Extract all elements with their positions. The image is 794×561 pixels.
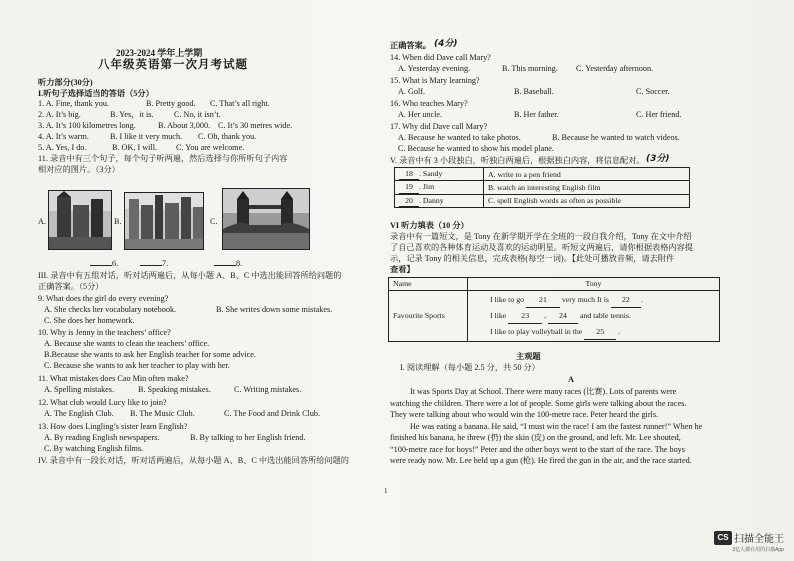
picture-a-photo bbox=[48, 190, 112, 250]
match-person-cell: 19 . Jim bbox=[395, 181, 484, 194]
q15-option-c: C. Soccer. bbox=[636, 87, 670, 96]
q12-option-b: B. The Music Club. bbox=[130, 409, 195, 418]
q11-question: 11. What mistakes does Cao Min often make? bbox=[38, 374, 189, 383]
passage-line: “100-metre race for boys!” Peter and the other boys went to the start of the race. The boys bbox=[390, 444, 685, 454]
blank-23[interactable]: 23 bbox=[508, 308, 542, 324]
tony-info-table bbox=[388, 277, 720, 342]
q10-option-c: C. Because she wants to ask her teacher to play with her. bbox=[44, 361, 230, 370]
q5-option-c: C. You are welcome. bbox=[176, 143, 245, 152]
section-4-continued: 正确答案。 bbox=[390, 41, 431, 50]
listening-part-heading: 听力部分(30分) bbox=[38, 78, 93, 87]
q16-option-b: B. Her father. bbox=[514, 110, 559, 119]
match-person-cell: 18 . Sandy bbox=[395, 168, 484, 181]
favourite-sports-label: Favourite Sports bbox=[389, 291, 468, 342]
passage-line: He was eating a banana. He said, “I must win the race! I am the fastest runner!” When he bbox=[410, 421, 703, 431]
match-option-cell: A. write to a pen friend bbox=[484, 168, 690, 181]
favourite-sports-content bbox=[468, 291, 720, 342]
q4-option-b: B. I like it very much. bbox=[110, 132, 183, 141]
q3-option-c: C. It’s 30 metres wide. bbox=[218, 121, 293, 130]
match-row bbox=[395, 168, 690, 181]
q9-question: 9. What does the girl do every evening? bbox=[38, 294, 169, 303]
q2-option-a: 2. A. It’s big. bbox=[38, 110, 81, 119]
passage-line: watching the children. There were a lot of people. Some girls were talking about the races. bbox=[390, 398, 687, 408]
q12-question: 12. What club would Lucy like to join? bbox=[38, 398, 167, 407]
picture-answer-7: 7. bbox=[140, 258, 168, 269]
subjective-heading: 主观题 bbox=[516, 352, 541, 361]
camscanner-logo-icon: CS bbox=[714, 531, 732, 545]
q13-option-c: C. By watching English films. bbox=[44, 444, 144, 453]
passage-line: They were talking about who would win the 100-metre race. Peter heard the girls. bbox=[390, 410, 659, 419]
q15-option-a: A. Golf. bbox=[398, 87, 426, 96]
blank-22[interactable]: 22 bbox=[611, 292, 641, 308]
term-heading: 2023-2024 学年上学期 bbox=[116, 48, 203, 58]
q13-option-b: B. By talking to her English friend. bbox=[190, 433, 306, 442]
q15-option-b: B. Baseball. bbox=[514, 87, 554, 96]
handwritten-score-note-2: (3分) bbox=[646, 154, 670, 164]
q14-question: 14. When did Dave call Mary? bbox=[390, 53, 491, 62]
picture-b-label: B. bbox=[114, 217, 122, 226]
match-row bbox=[395, 194, 690, 207]
q13-option-a: A. By reading English newspapers. bbox=[44, 433, 160, 442]
exam-title: 八年级英语第一次月考试题 bbox=[98, 59, 248, 71]
q9-option-c: C. She does her homework. bbox=[44, 316, 135, 325]
q16-option-c: C. Her friend. bbox=[636, 110, 682, 119]
section-3-title-line1: III. 录音中有五组对话，听对话两遍后，从每小题 A、B、C 中选出能回答所给问题的 bbox=[38, 271, 342, 280]
q3-option-a: 3. A. It’s 100 kilometres long. bbox=[38, 121, 136, 130]
blank-24[interactable]: 24 bbox=[548, 308, 578, 324]
q12-option-c: C. The Food and Drink Club. bbox=[224, 409, 321, 418]
q14-option-c: C. Yesterday afternoon. bbox=[576, 64, 654, 73]
q1-option-b: B. Pretty good. bbox=[146, 99, 196, 108]
q16-option-a: A. Her uncle. bbox=[398, 110, 443, 119]
q15-question: 15. What is Mary learning? bbox=[390, 76, 480, 85]
passage-label: A bbox=[568, 375, 574, 384]
section-6-text-line2: 了自己喜欢的各种体育运动及喜欢的运动明星。听短文两遍后，请你根据表格内容提 bbox=[390, 243, 693, 252]
reading-section-title: I. 阅读理解（每小题 2.5 分，共 50 分） bbox=[400, 363, 540, 372]
q11-option-a: A. Spelling mistakes. bbox=[44, 385, 115, 394]
q12-option-a: A. The English Club. bbox=[44, 409, 114, 418]
picture-answer-6: 6. bbox=[90, 258, 118, 269]
blank-line-21-22: I like to go 21 very much It is 22 . bbox=[490, 292, 715, 308]
q11-option-c: C. Writing mistakes. bbox=[234, 385, 302, 394]
table-header-row bbox=[389, 278, 720, 291]
passage-line: finished his banana, he threw (扔) the skin (皮) on the ground, and left. Mr. Lee shouted, bbox=[390, 433, 681, 442]
q17-option-b: B. Because he wanted to watch videos. bbox=[552, 133, 680, 142]
tony-header-cell: Tony bbox=[468, 278, 720, 291]
passage-line: were ready now. Mr. Lee held up a gun (枪). He fired the gun in the air, and the race started. bbox=[390, 456, 692, 465]
name-header-cell: Name bbox=[389, 278, 468, 291]
q2-option-b: B. Yes，it is. bbox=[110, 110, 154, 119]
section-5-title: V. 录音中有 3 小段独白，听独白两遍后，根据独白内容，将信息配对。 bbox=[390, 156, 645, 165]
table-row bbox=[389, 291, 720, 342]
q10-option-b: B.Because she wants to ask her English teacher for some advice. bbox=[44, 350, 256, 359]
section-4-title: IV. 录音中有一段长对话，听对话两遍后，从每小题 A、B、C 中选出能回答所给问题的 bbox=[38, 456, 349, 465]
q1-option-a: 1. A. Fine, thank you. bbox=[38, 99, 109, 108]
tower-bridge-image bbox=[223, 189, 309, 249]
q14-option-a: A. Yesterday evening. bbox=[398, 64, 471, 73]
match-option-cell: B. watch an interesting English film bbox=[484, 181, 690, 194]
section-6-text-line1: 录音中有一篇短文，是 Tony 在新学期开学在全班的一段自我介绍，Tony 在文中介绍 bbox=[390, 232, 692, 241]
section-6-title: VI 听力填表（10 分） bbox=[390, 221, 469, 230]
q14-option-b: B. This morning. bbox=[502, 64, 558, 73]
picture-b-photo bbox=[124, 192, 204, 250]
blank-25[interactable]: 25 bbox=[584, 324, 616, 340]
match-person-cell: 20 . Danny bbox=[395, 194, 484, 207]
passage-line: It was Sports Day at School. There were many races (比赛). Lots of parents were bbox=[410, 387, 677, 396]
match-option-cell: C. spell English words as often as possible bbox=[484, 194, 690, 207]
handwritten-score-note-1: (4分) bbox=[434, 39, 458, 49]
q13-question: 13. How does Lingling’s sister learn English? bbox=[38, 422, 188, 431]
q2-option-c: C. No, it isn’t. bbox=[174, 110, 221, 119]
section-3-title-line2: 正确答案。（5分） bbox=[38, 282, 104, 291]
blank-21[interactable]: 21 bbox=[526, 292, 560, 308]
page-number: 1 bbox=[384, 487, 388, 495]
building-tower-image bbox=[49, 191, 111, 249]
q1-option-c: C. That’s all right. bbox=[210, 99, 270, 108]
blank-line-23-24: I like 23 , 24 and table tennis. bbox=[490, 308, 715, 324]
watermark-name: 扫描全能王 bbox=[734, 534, 784, 546]
picture-instruction-line1: 11. 录音中有三个句子，每个句子听两遍，然后选择与你所听句子内容 bbox=[38, 154, 288, 163]
blank-line-25: I like to play volleyball in the 25 . bbox=[490, 324, 715, 340]
watermark-subtitle: 3亿人都在用的扫描App bbox=[732, 547, 784, 553]
picture-instruction-line2: 相对应的图片。（3分） bbox=[38, 165, 120, 174]
q3-option-b: B. About 3,000. bbox=[158, 121, 211, 130]
q17-option-a: A. Because he wanted to take photos. bbox=[398, 133, 521, 142]
picture-c-photo bbox=[222, 188, 310, 250]
q5-option-a: 5. A. Yes, I do. bbox=[38, 143, 87, 152]
picture-answer-8: 8. bbox=[214, 258, 242, 269]
q9-option-a: A. She checks her vocabulary notebook. bbox=[44, 305, 177, 314]
section-1-title: I.听句子选择适当的答语（5分） bbox=[38, 89, 154, 98]
q16-question: 16. Who teaches Mary? bbox=[390, 99, 468, 108]
q9-option-b: B. She writes down some mistakes. bbox=[216, 305, 333, 314]
city-street-image bbox=[125, 193, 203, 249]
q10-option-a: A. Because she wants to clean the teachers’ office. bbox=[44, 339, 210, 348]
picture-a-label: A. bbox=[38, 217, 46, 226]
q17-option-c: C. Because he wanted to show his model plane. bbox=[398, 144, 554, 153]
q4-option-a: 4. A. It’s warm. bbox=[38, 132, 89, 141]
section-6-text-line3: 示，记录 Tony 的相关信息，完成表格(每空一词)。【此处可播放音频，请去附件 bbox=[390, 254, 675, 263]
q17-question: 17. Why did Dave call Mary? bbox=[390, 122, 488, 131]
q10-question: 10. Why is Jenny in the teachers’ office? bbox=[38, 328, 171, 337]
scanner-watermark bbox=[714, 529, 784, 553]
section-6-text-line4: 查看】 bbox=[390, 265, 415, 274]
matching-table bbox=[394, 167, 690, 208]
q5-option-b: B. OK, I will. bbox=[112, 143, 158, 152]
q4-option-c: C. Oh, thank you. bbox=[198, 132, 257, 141]
picture-c-label: C. bbox=[210, 217, 218, 226]
q11-option-b: B. Speaking mistakes. bbox=[138, 385, 211, 394]
match-row bbox=[395, 181, 690, 194]
